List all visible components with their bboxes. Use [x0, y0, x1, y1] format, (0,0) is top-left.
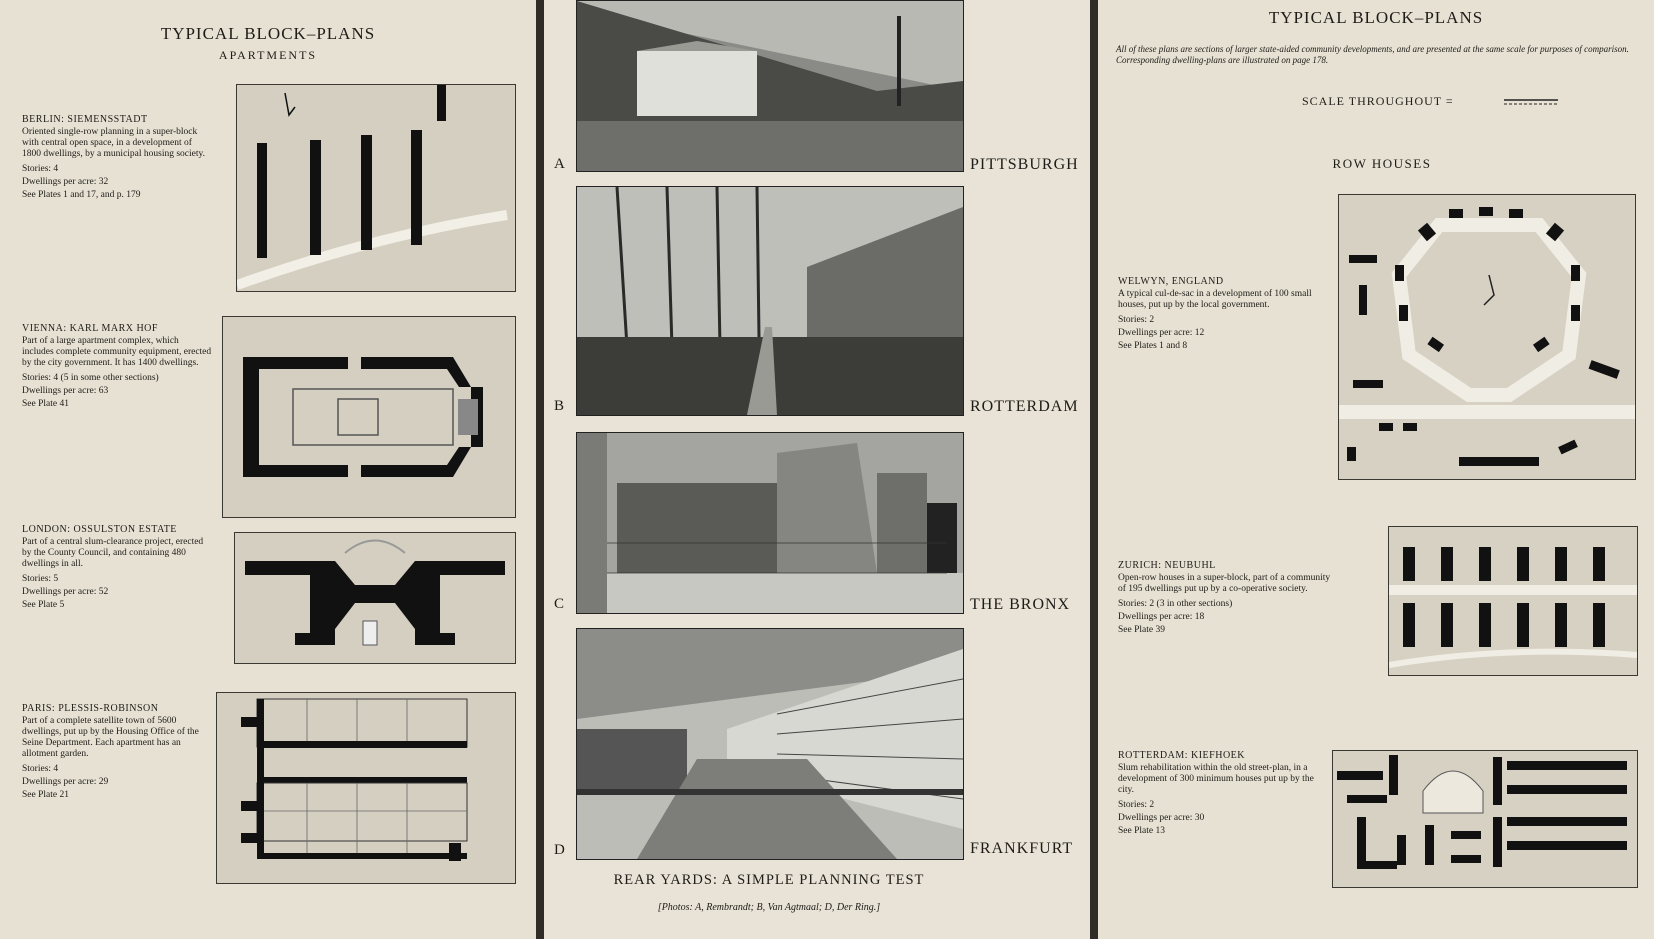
entry-plates: See Plate 39	[1118, 625, 1165, 635]
entry-desc: Part of a complete satellite town of 5600 dwellings, put up by the Housing Office of the Seine Department. Each apartment has an allotment garden.	[22, 716, 199, 759]
city-label-pittsburgh: PITTSBURGH	[970, 156, 1079, 173]
scale-label: SCALE THROUGHOUT =	[1302, 94, 1454, 108]
entry-stories: Stories: 2	[1118, 800, 1155, 810]
entry-density: Dwellings per acre: 32	[22, 177, 109, 187]
entry-stories: Stories: 4	[22, 164, 59, 174]
entry-plates: See Plate 21	[22, 790, 69, 800]
entry-desc: Oriented single-row planning in a super-block with central open space, in a development of 1800 dwellings, by a municipal housing society.	[22, 127, 206, 159]
plan-welwyn	[1338, 194, 1636, 480]
plan-paris	[216, 692, 516, 884]
entry-density: Dwellings per acre: 12	[1118, 328, 1205, 338]
city-label-rotterdam: ROTTERDAM	[970, 398, 1079, 415]
entry-zurich	[1118, 560, 1336, 636]
photo-letter-b: B	[554, 398, 565, 414]
entry-plates: See Plate 41	[22, 399, 69, 409]
right-intro: All of these plans are sections of larger state-aided community developments, and are presented at the same scale for purposes of comparison. Corresponding dwelling-plans are illustrated on page 178.	[1116, 44, 1629, 65]
entry-berlin	[22, 114, 212, 201]
entry-london	[22, 524, 212, 611]
entry-name: VIENNA: KARL MARX HOF	[22, 323, 158, 334]
photo-b	[576, 186, 964, 416]
city-label-frankfurt: FRANKFURT	[970, 840, 1074, 857]
entry-name: PARIS: PLESSIS-ROBINSON	[22, 703, 159, 714]
photo-letter-a: A	[554, 156, 565, 172]
photo-credit: [Photos: A, Rembrandt; B, Van Agtmaal; D, Der Ring.]	[657, 902, 881, 913]
entry-name: WELWYN, ENGLAND	[1118, 276, 1224, 287]
entry-density: Dwellings per acre: 63	[22, 386, 109, 396]
entry-name: ROTTERDAM: KIEFHOEK	[1118, 750, 1245, 761]
photo-letter-d: D	[554, 842, 565, 858]
entry-stories: Stories: 5	[22, 574, 59, 584]
section-row-houses: ROW HOUSES	[1332, 156, 1432, 171]
photo-c	[576, 432, 964, 614]
plan-london	[234, 532, 516, 664]
right-page	[1098, 0, 1654, 939]
entry-stories: Stories: 2 (3 in other sections)	[1118, 599, 1233, 609]
entry-plates: See Plate 13	[1118, 826, 1165, 836]
entry-plates: See Plates 1 and 8	[1118, 341, 1188, 351]
entry-desc: Part of a central slum-clearance project, erected by the County Council, and containing 480 dwellings in all.	[22, 537, 204, 569]
entry-density: Dwellings per acre: 52	[22, 587, 109, 597]
photo-d	[576, 628, 964, 860]
plan-vienna	[222, 316, 516, 518]
plan-rotterdam	[1332, 750, 1638, 888]
left-title: TYPICAL BLOCK–PLANS	[160, 24, 376, 43]
entry-rotterdam	[1118, 750, 1316, 837]
photo-caption: REAR YARDS: A SIMPLE PLANNING TEST	[613, 872, 925, 888]
entry-vienna	[22, 323, 212, 410]
middle-page	[544, 0, 1090, 939]
right-title: TYPICAL BLOCK–PLANS	[1268, 8, 1484, 27]
entry-desc: Slum rehabilitation within the old street-plan, in a development of 300 minimum houses put up by the city.	[1118, 763, 1314, 795]
entry-desc: A typical cul-de-sac in a development of 100 small houses, put up by the local government.	[1118, 289, 1312, 310]
entry-paris	[22, 703, 212, 801]
entry-density: Dwellings per acre: 30	[1118, 813, 1205, 823]
plan-berlin	[236, 84, 516, 292]
entry-welwyn	[1118, 276, 1314, 352]
entry-density: Dwellings per acre: 29	[22, 777, 109, 787]
plan-zurich	[1388, 526, 1638, 676]
entry-desc: Part of a large apartment complex, which includes complete community equipment, erected by the city government. It has 1400 dwellings.	[22, 336, 212, 368]
entry-plates: See Plate 5	[22, 600, 65, 610]
entry-plates: See Plates 1 and 17, and p. 179	[22, 190, 141, 200]
scale-bar-icon	[1502, 92, 1560, 108]
photo-letter-c: C	[554, 596, 565, 612]
entry-name: BERLIN: SIEMENSSTADT	[22, 114, 148, 125]
left-page	[0, 0, 536, 939]
photo-a	[576, 0, 964, 172]
city-label-the-bronx: THE BRONX	[970, 596, 1071, 613]
entry-density: Dwellings per acre: 18	[1118, 612, 1205, 622]
entry-name: ZURICH: NEUBUHL	[1118, 560, 1216, 571]
entry-stories: Stories: 4	[22, 764, 59, 774]
entry-stories: Stories: 4 (5 in some other sections)	[22, 373, 159, 383]
entry-desc: Open-row houses in a super-block, part of a community of 195 dwellings put up by a co-operative society.	[1118, 573, 1331, 594]
entry-stories: Stories: 2	[1118, 315, 1155, 325]
left-subtitle: APARTMENTS	[218, 48, 318, 62]
entry-name: LONDON: OSSULSTON ESTATE	[22, 524, 177, 535]
